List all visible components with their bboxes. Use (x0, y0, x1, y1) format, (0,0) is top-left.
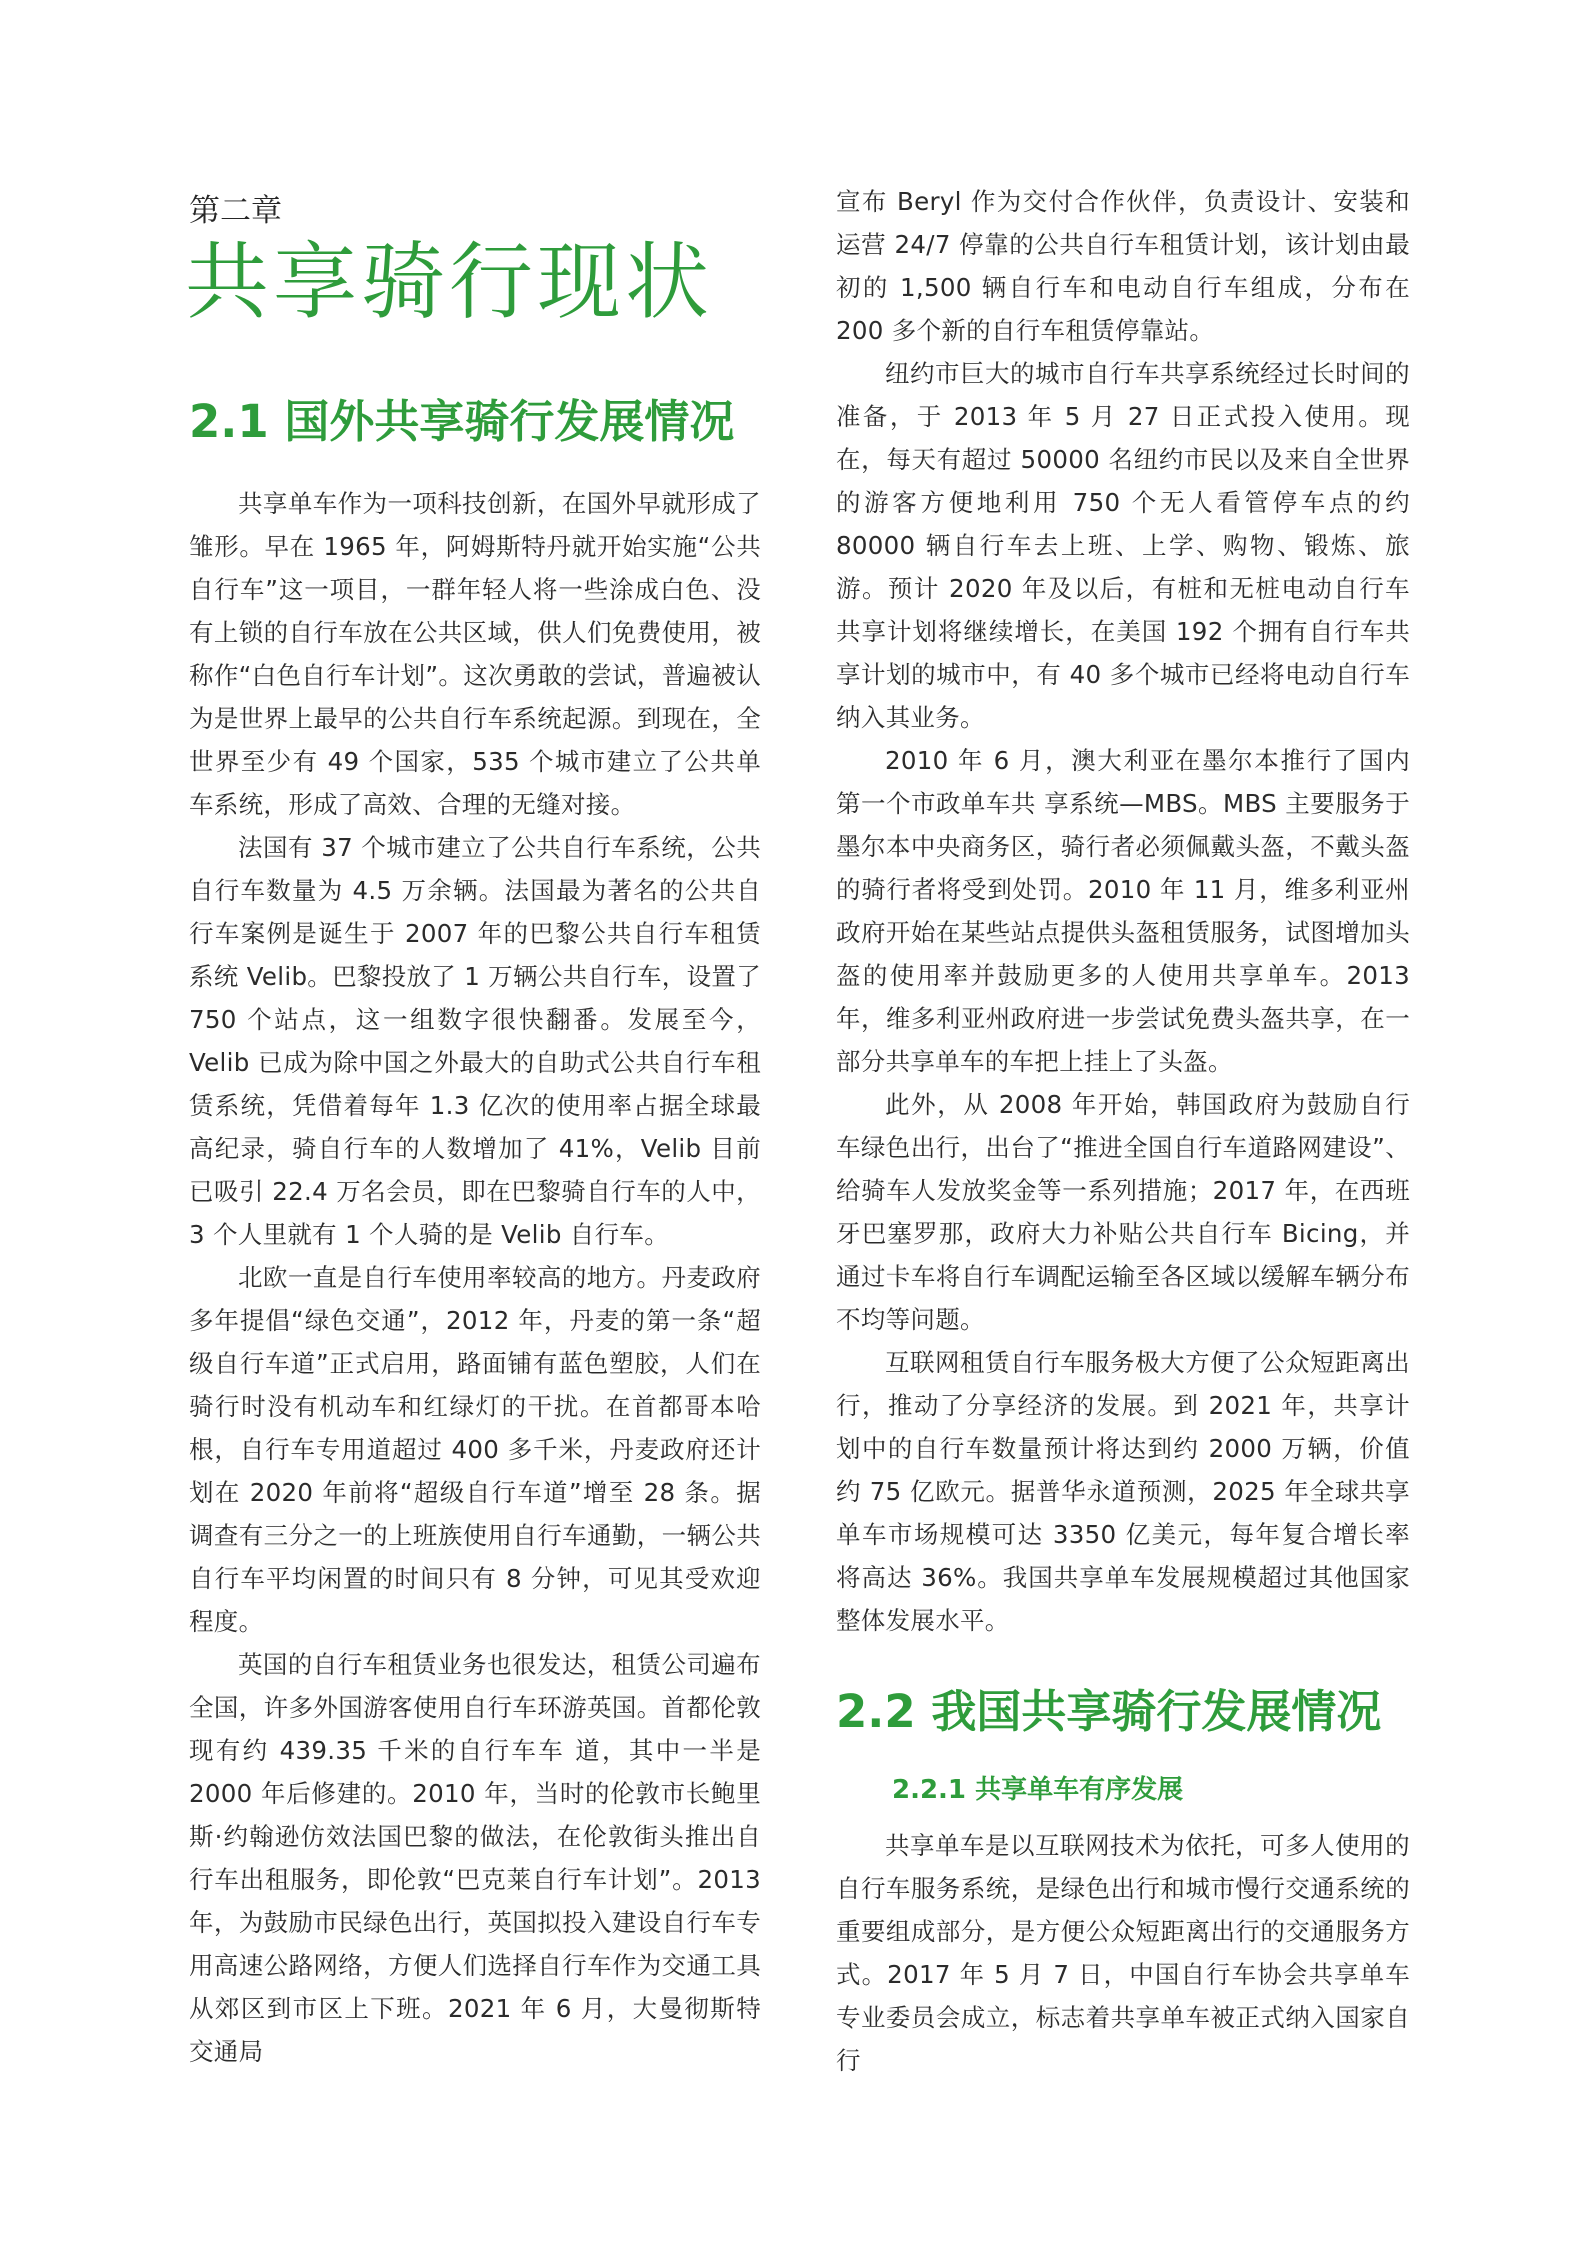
chapter-label: 第二章 (189, 193, 282, 229)
section-heading-2-2: 2.2 我国共享骑行发展情况 (836, 1685, 1382, 1738)
paragraph-continued: 宣布 Beryl 作为交付合作伙伴，负责设计、安装和运营 24/7 停靠的公共自行车租赁计划，该计划由最初的 1,500 辆自行车和电动自行车组成，分布在 200 多个新的自行车租赁停靠站。 (836, 187, 1410, 345)
section-heading-2-1: 2.1 国外共享骑行发展情况 (189, 395, 735, 448)
paragraph: 纽约市巨大的城市自行车共享系统经过长时间的准备，于 2013 年 5 月 27 日正式投入使用。现在，每天有超过 50000 名纽约市民以及来自全世界的游客方便地利用 750 个无人看管停车点的约 80000 辆自行车去上班、上学、购物、锻炼、旅游。预计 2020 年及以后，有桩和无桩电动自行车共享计划将继续增长，在美国 192 个拥有自行车共享计划的城市中，有 40 多个城市已经将电动自行车纳入其业务。 (836, 359, 1410, 732)
right-column (836, 180, 1410, 2082)
paragraph: 法国有 37 个城市建立了公共自行车系统，公共自行车数量为 4.5 万余辆。法国最为著名的公共自行车案例是诞生于 2007 年的巴黎公共自行车租赁系统 Velib。巴黎投放了 1 万辆公共自行车，设置了 750 个站点，这一组数字很快翻番。发展至今，Velib 已成为除中国之外最大的自助式公共自行车租赁系统，凭借着每年 1.3 亿次的使用率占据全球最高纪录，骑自行车的人数增加了 41%，Velib 目前已吸引 22.4 万名会员，即在巴黎骑自行车的人中，3 个人里就有 1 个人骑的是 Velib 自行车。 (189, 833, 761, 1249)
paragraph: 共享单车作为一项科技创新，在国外早就形成了雏形。早在 1965 年，阿姆斯特丹就开始实施“公共自行车”这一项目，一群年轻人将一些涂成白色、没有上锁的自行车放在公共区域，供人们免费使用，被称作“白色自行车计划”。这次勇敢的尝试，普遍被认为是世界上最早的公共自行车系统起源。到现在，全世界至少有 49 个国家，535 个城市建立了公共单车系统，形成了高效、合理的无缝对接。 (189, 489, 761, 819)
left-column (185, 176, 761, 2073)
paragraph: 共享单车是以互联网技术为依托，可多人使用的自行车服务系统，是绿色出行和城市慢行交通系统的重要组成部分，是方便公众短距离出行的交通服务方式。2017 年 5 月 7 日，中国自行车协会共享单车专业委员会成立，标志着共享单车被正式纳入国家自行 (836, 1831, 1410, 2075)
paragraph: 2010 年 6 月，澳大利亚在墨尔本推行了国内第一个市政单车共 享系统—MBS。MBS 主要服务于墨尔本中央商务区，骑行者必须佩戴头盔，不戴头盔的骑行者将受到处罚。2010 年 11 月，维多利亚州政府开始在某些站点提供头盔租赁服务，试图增加头盔的使用率并鼓励更多的人使用共享单车。2013 年，维多利亚州政府进一步尝试免费头盔共享，在一部分共享单车的车把上挂上了头盔。 (836, 746, 1410, 1076)
paragraph: 北欧一直是自行车使用率较高的地方。丹麦政府多年提倡“绿色交通”，2012 年，丹麦的第一条“超级自行车道”正式启用，路面铺有蓝色塑胶，人们在骑行时没有机动车和红绿灯的干扰。在首都哥本哈根，自行车专用道超过 400 多千米，丹麦政府还计划在 2020 年前将“超级自行车道”增至 28 条。据调查有三分之一的上班族使用自行车通勤，一辆公共自行车平均闲置的时间只有 8 分钟，可见其受欢迎程度。 (189, 1263, 761, 1636)
paragraph: 此外，从 2008 年开始，韩国政府为鼓励自行车绿色出行，出台了“推进全国自行车道路网建设”、给骑车人发放奖金等一系列措施；2017 年，在西班牙巴塞罗那，政府大力补贴公共自行车 Bicing，并通过卡车将自行车调配运输至各区域以缓解车辆分布不均等问题。 (836, 1090, 1410, 1334)
subsection-heading-2-2-1: 2.2.1 共享单车有序发展 (892, 1775, 1184, 1805)
paragraph: 英国的自行车租赁业务也很发达，租赁公司遍布全国，许多外国游客使用自行车环游英国。首都伦敦现有约 439.35 千米的自行车车 道，其中一半是 2000 年后修建的。2010 年，当时的伦敦市长鲍里斯·约翰逊仿效法国巴黎的做法，在伦敦街头推出自行车出租服务，即伦敦“巴克莱自行车计划”。2013 年，为鼓励市民绿色出行，英国拟投入建设自行车专用高速公路网络，方便人们选择自行车作为交通工具从郊区到市区上下班。2021 年 6 月，大曼彻斯特交通局 (189, 1650, 761, 2066)
chapter-title: 共享骑行现状 (185, 233, 714, 331)
paragraph: 互联网租赁自行车服务极大方便了公众短距离出行，推动了分享经济的发展。到 2021 年，共享计划中的自行车数量预计将达到约 2000 万辆，价值约 75 亿欧元。据普华永道预测，2025 年全球共享单车市场规模可达 3350 亿美元，每年复合增长率将高达 36%。我国共享单车发展规模超过其他国家整体发展水平。 (836, 1348, 1410, 1635)
